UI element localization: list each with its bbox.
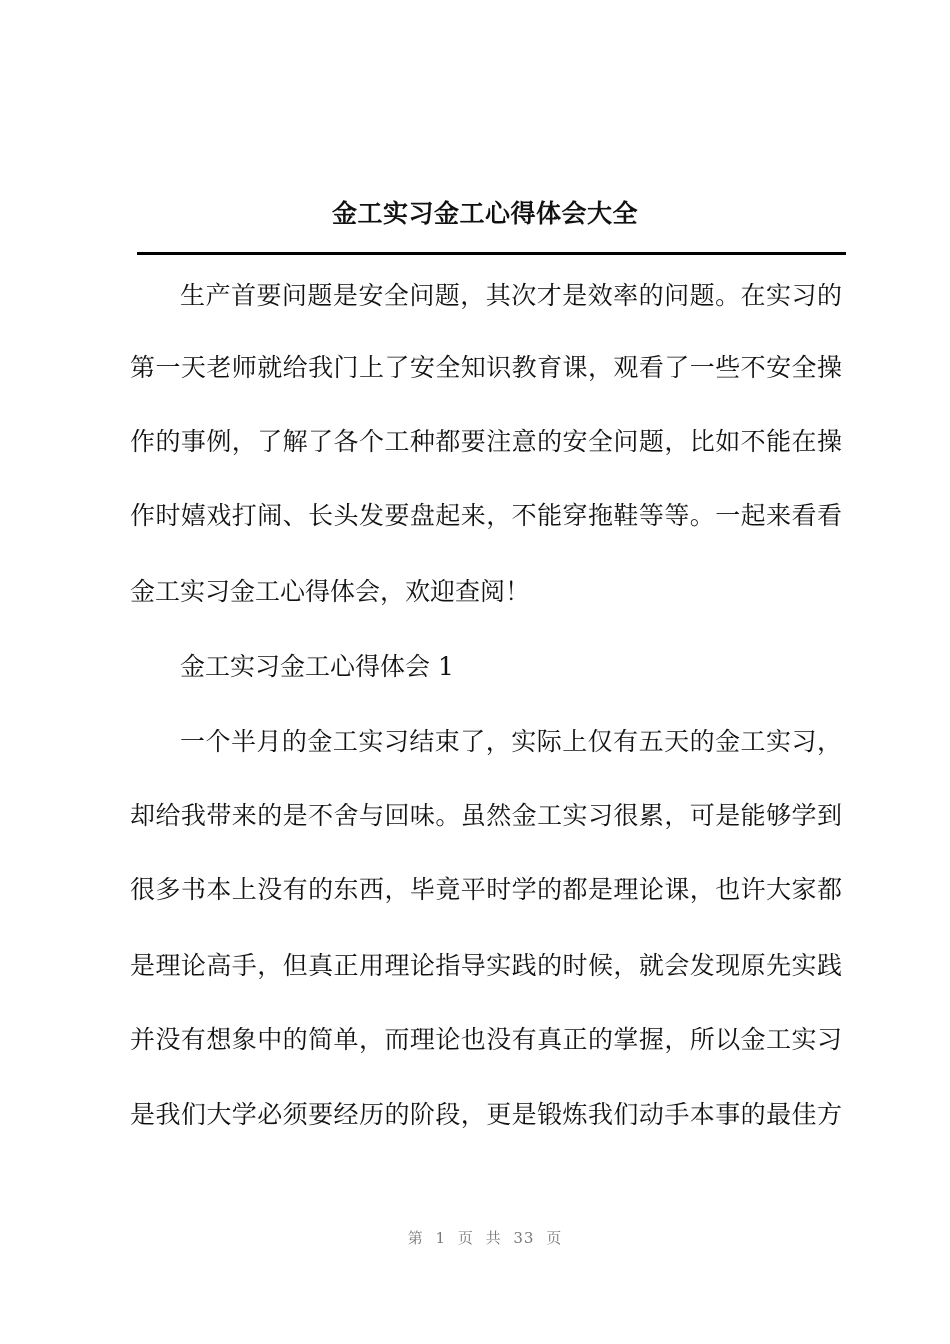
paragraph-line: 是理论高手，但真正用理论指导实践的时候，就会发现原先实践 xyxy=(130,951,842,980)
paragraph-line: 却给我带来的是不舍与回味。虽然金工实习很累，可是能够学到 xyxy=(130,801,842,830)
section-heading: 金工实习金工心得体会 1 xyxy=(180,652,454,681)
paragraph-line: 一个半月的金工实习结束了，实际上仅有五天的金工实习， xyxy=(180,727,842,756)
paragraph-line: 并没有想象中的简单，而理论也没有真正的掌握，所以金工实习 xyxy=(130,1025,842,1054)
paragraph-line: 很多书本上没有的东西，毕竟平时学的都是理论课，也许大家都 xyxy=(130,875,842,904)
paragraph-line: 金工实习金工心得体会，欢迎查阅！ xyxy=(130,577,531,606)
paragraph-line: 第一天老师就给我门上了安全知识教育课，观看了一些不安全操 xyxy=(130,353,842,382)
title-underline xyxy=(137,252,846,255)
paragraph-line: 是我们大学必须要经历的阶段，更是锻炼我们动手本事的最佳方 xyxy=(130,1100,842,1129)
paragraph-line: 作时嬉戏打闹、长头发要盘起来，不能穿拖鞋等等。一起来看看 xyxy=(130,501,842,530)
paragraph-line: 作的事例，了解了各个工种都要注意的安全问题，比如不能在操 xyxy=(130,427,842,456)
paragraph-line: 生产首要问题是安全问题，其次才是效率的问题。在实习的 xyxy=(180,281,842,310)
page-title: 金工实习金工心得体会大全 xyxy=(331,199,638,228)
page-number-footer: 第 1 页 共 33 页 xyxy=(407,1229,563,1247)
